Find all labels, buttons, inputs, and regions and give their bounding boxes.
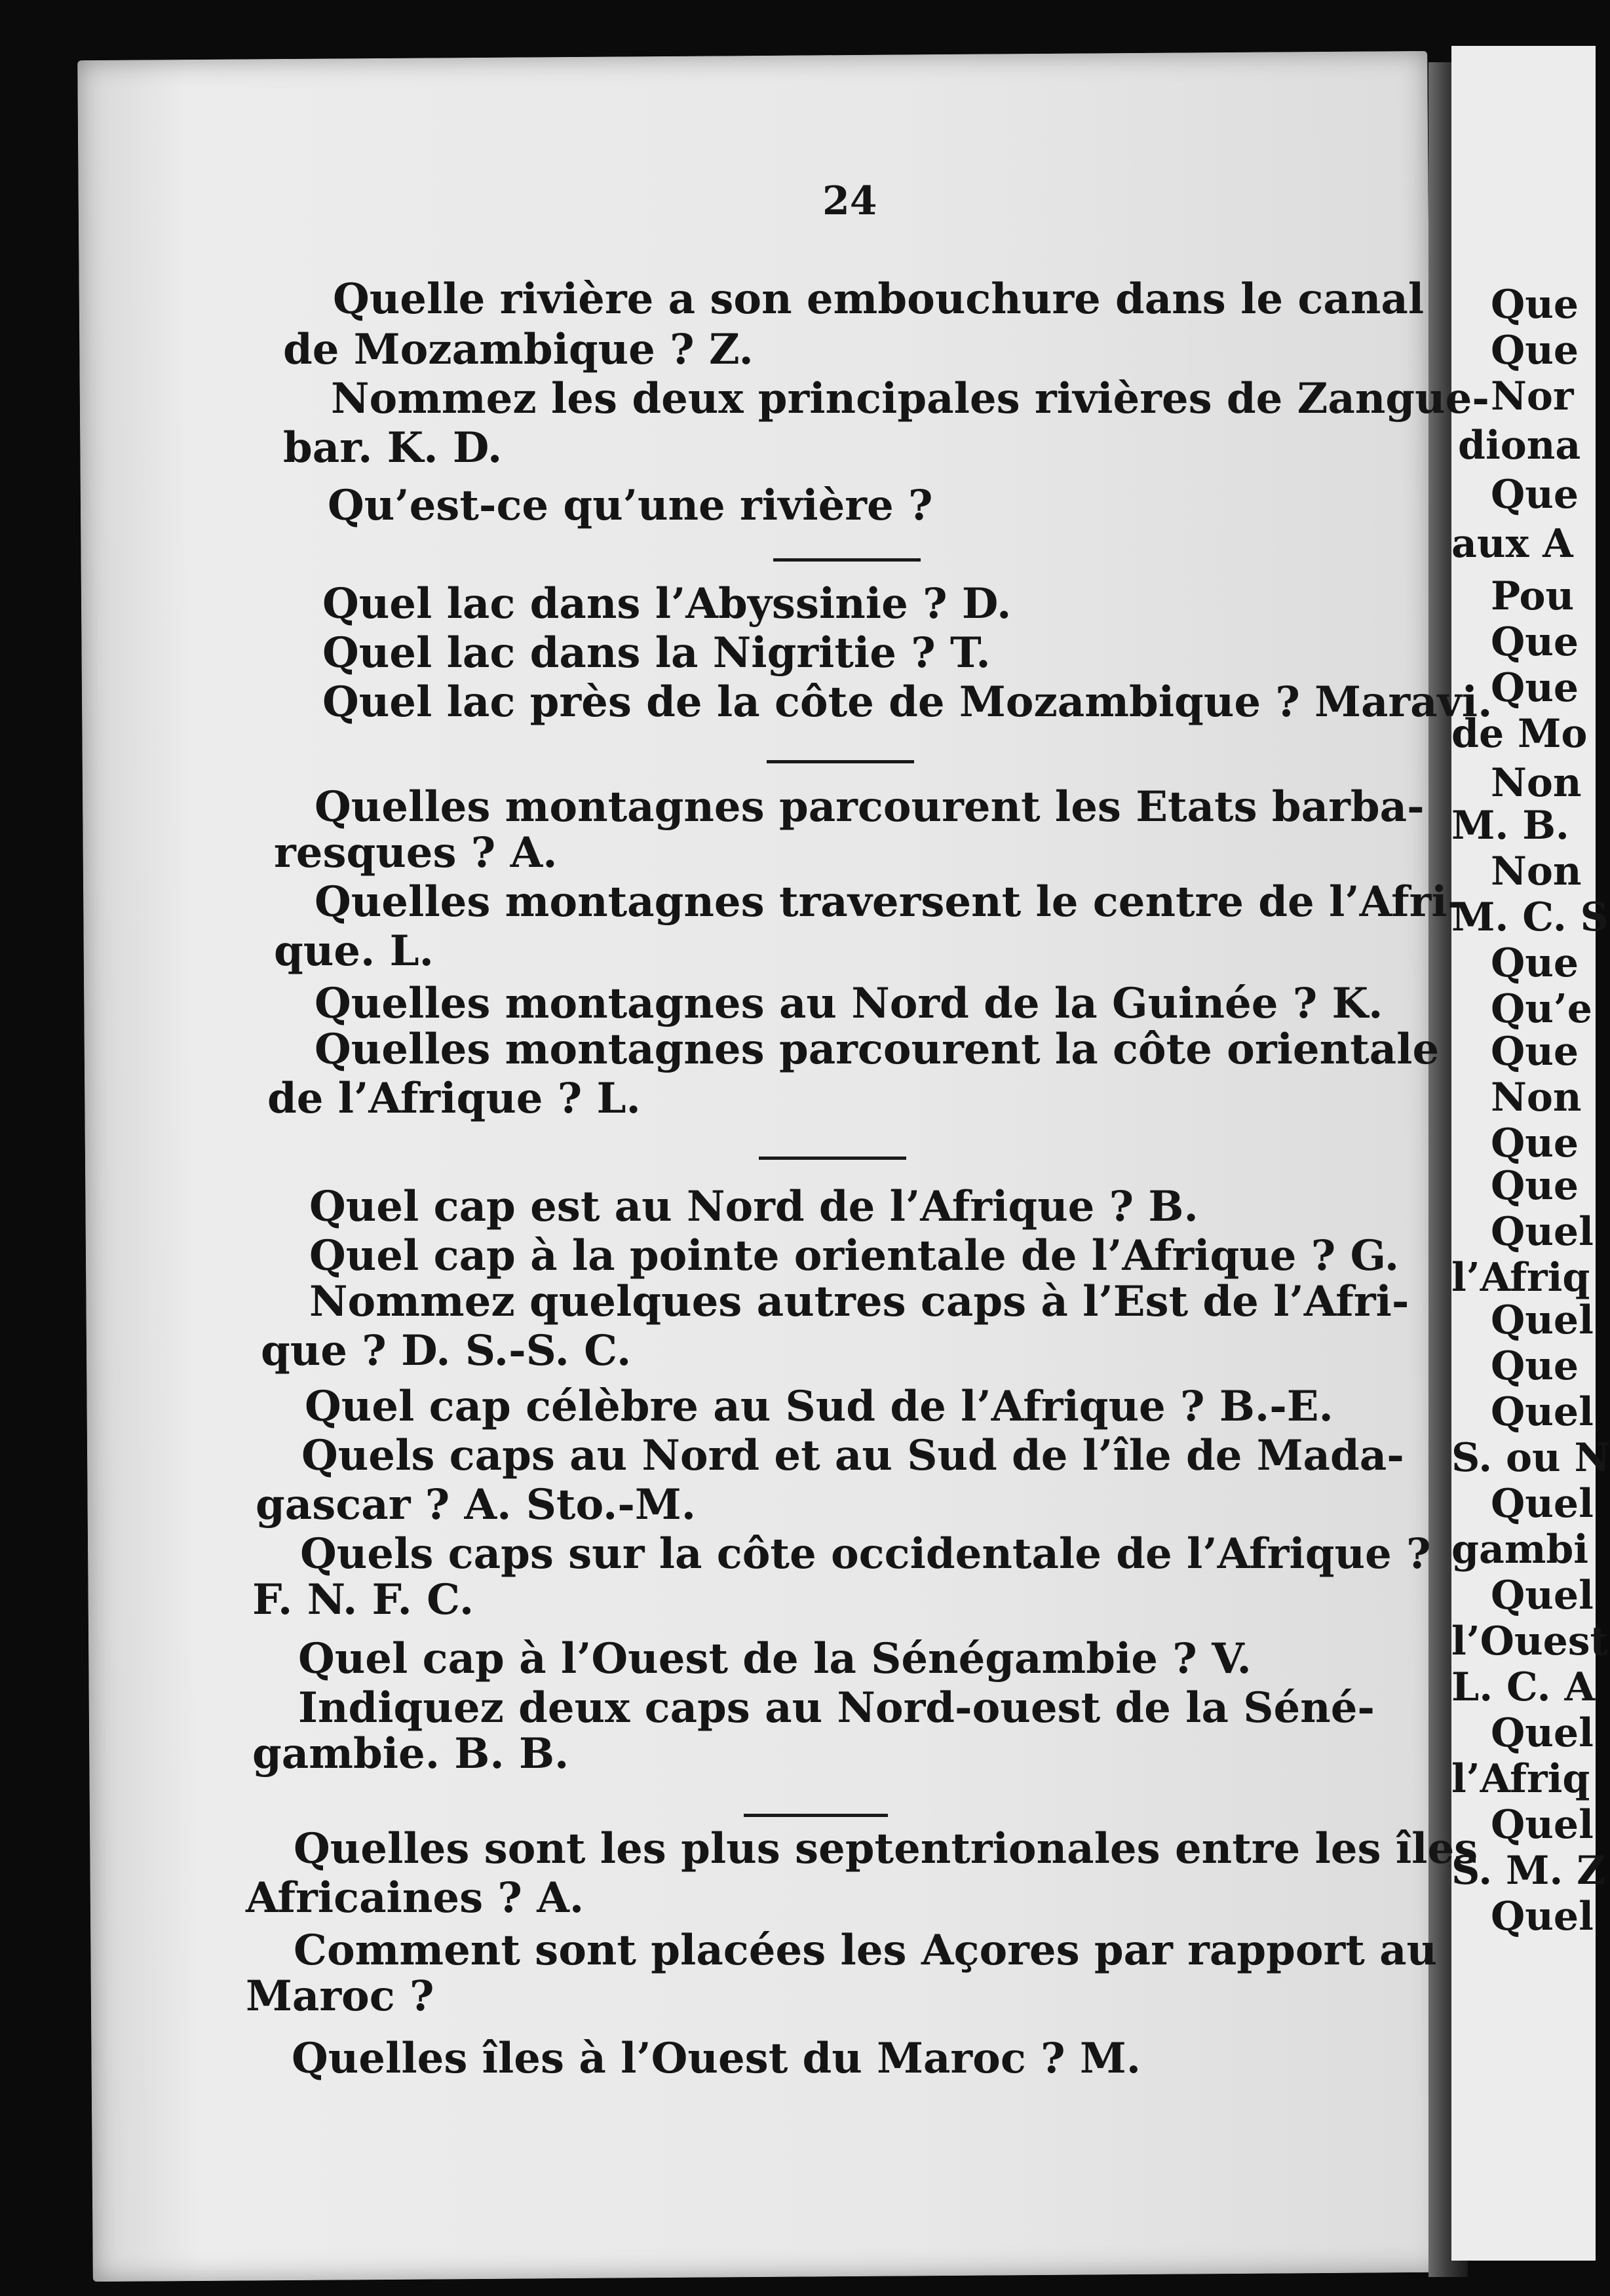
text-line: Quelles montagnes au Nord de la Guinée ? K. xyxy=(315,979,1383,1028)
facing-line: Quel xyxy=(1491,1710,1594,1756)
text-line: Quelles montagnes traversent le centre de l’Afri- xyxy=(315,877,1465,927)
text-line: que. L. xyxy=(274,927,434,976)
facing-line: Quel xyxy=(1491,1573,1594,1618)
facing-line: diona xyxy=(1458,423,1581,469)
text-line: Quel cap à l’Ouest de la Sénégambie ? V. xyxy=(298,1634,1252,1683)
text-line: Maroc ? xyxy=(246,1972,434,2021)
facing-line: aux A xyxy=(1451,521,1573,567)
facing-line: Quel xyxy=(1491,1297,1594,1343)
facing-line: l’Afriq xyxy=(1451,1255,1590,1301)
section-divider xyxy=(767,760,914,763)
text-line: Quel lac près de la côte de Mozambique ? Maravi. xyxy=(322,678,1493,727)
facing-line: l’Ouest xyxy=(1451,1618,1609,1664)
text-line: Comment sont placées les Açores par rapport au xyxy=(294,1926,1438,1975)
facing-line: M. C. S xyxy=(1451,894,1609,940)
text-line: Quels caps au Nord et au Sud de l’île de Mada- xyxy=(301,1431,1404,1480)
section-divider xyxy=(773,558,921,562)
text-line: Quelles sont les plus septentrionales entre les îles xyxy=(294,1824,1478,1873)
facing-line: Que xyxy=(1491,1029,1579,1075)
facing-line: Que xyxy=(1491,1120,1579,1166)
text-line: bar. K. D. xyxy=(283,423,503,472)
facing-line: Non xyxy=(1491,760,1582,806)
facing-line: Quel xyxy=(1491,1481,1594,1527)
facing-line: Quel xyxy=(1491,1802,1594,1848)
text-line: Quelles montagnes parcourent la côte orientale xyxy=(315,1025,1440,1074)
facing-line: Que xyxy=(1491,665,1579,711)
facing-line: Quel xyxy=(1491,1389,1594,1435)
text-line: gascar ? A. Sto.-M. xyxy=(256,1480,696,1529)
text-line: gambie. B. B. xyxy=(252,1729,569,1778)
text-line: Quel cap à la pointe orientale de l’Afrique ? G. xyxy=(309,1231,1400,1280)
text-line: Africaines ? A. xyxy=(246,1873,585,1923)
text-line: Indiquez deux caps au Nord-ouest de la Séné- xyxy=(298,1683,1375,1732)
facing-line: Pou xyxy=(1491,573,1575,619)
facing-line: Nor xyxy=(1491,373,1574,419)
section-divider xyxy=(759,1157,906,1160)
facing-line: Que xyxy=(1491,328,1579,373)
facing-line: Que xyxy=(1491,1163,1579,1209)
text-line: Nommez quelques autres caps à l’Est de l’Afri- xyxy=(309,1277,1409,1326)
facing-line: gambi xyxy=(1451,1527,1589,1573)
text-line: F. N. F. C. xyxy=(252,1575,474,1624)
text-line: Quels caps sur la côte occidentale de l’Afrique ? xyxy=(300,1529,1431,1578)
facing-line: Non xyxy=(1491,1075,1582,1120)
facing-line: L. C. A xyxy=(1451,1664,1595,1710)
facing-line: Que xyxy=(1491,472,1579,518)
facing-line: S. M. Z xyxy=(1451,1848,1605,1894)
facing-line: Quel xyxy=(1491,1209,1594,1255)
page-number: 24 xyxy=(822,178,877,224)
text-line: que ? D. S.-S. C. xyxy=(261,1326,632,1375)
facing-line: Que xyxy=(1491,940,1579,986)
text-line: de l’Afrique ? L. xyxy=(267,1074,641,1123)
facing-line: Que xyxy=(1491,619,1579,665)
text-line: Quel lac dans l’Abyssinie ? D. xyxy=(322,579,1012,628)
text-line: Nommez les deux principales rivières de Zangue- xyxy=(331,374,1489,423)
text-line: Quelle rivière a son embouchure dans le canal xyxy=(333,275,1425,324)
text-line: Quel cap célèbre au Sud de l’Afrique ? B.-E. xyxy=(305,1382,1333,1431)
facing-line: Que xyxy=(1491,1343,1579,1389)
text-line: Qu’est-ce qu’une rivière ? xyxy=(328,481,933,530)
facing-line: Qu’e xyxy=(1491,986,1592,1032)
text-line: Quel lac dans la Nigritie ? T. xyxy=(322,628,991,678)
text-line: Quelles montagnes parcourent les Etats barba- xyxy=(315,782,1425,832)
text-line: de Mozambique ? Z. xyxy=(283,325,754,374)
facing-line: Que xyxy=(1491,282,1579,328)
facing-line: M. B. xyxy=(1451,803,1569,849)
text-line: Quel cap est au Nord de l’Afrique ? B. xyxy=(309,1182,1198,1231)
facing-line: Quel xyxy=(1491,1894,1594,1940)
facing-line: de Mo xyxy=(1451,711,1588,757)
text-line: Quelles îles à l’Ouest du Maroc ? M. xyxy=(292,2034,1141,2083)
facing-line: S. ou N xyxy=(1451,1435,1610,1481)
facing-line: Non xyxy=(1491,849,1582,894)
section-divider xyxy=(744,1814,888,1817)
text-line: resques ? A. xyxy=(274,828,558,877)
facing-line: l’Afriq xyxy=(1451,1756,1590,1802)
